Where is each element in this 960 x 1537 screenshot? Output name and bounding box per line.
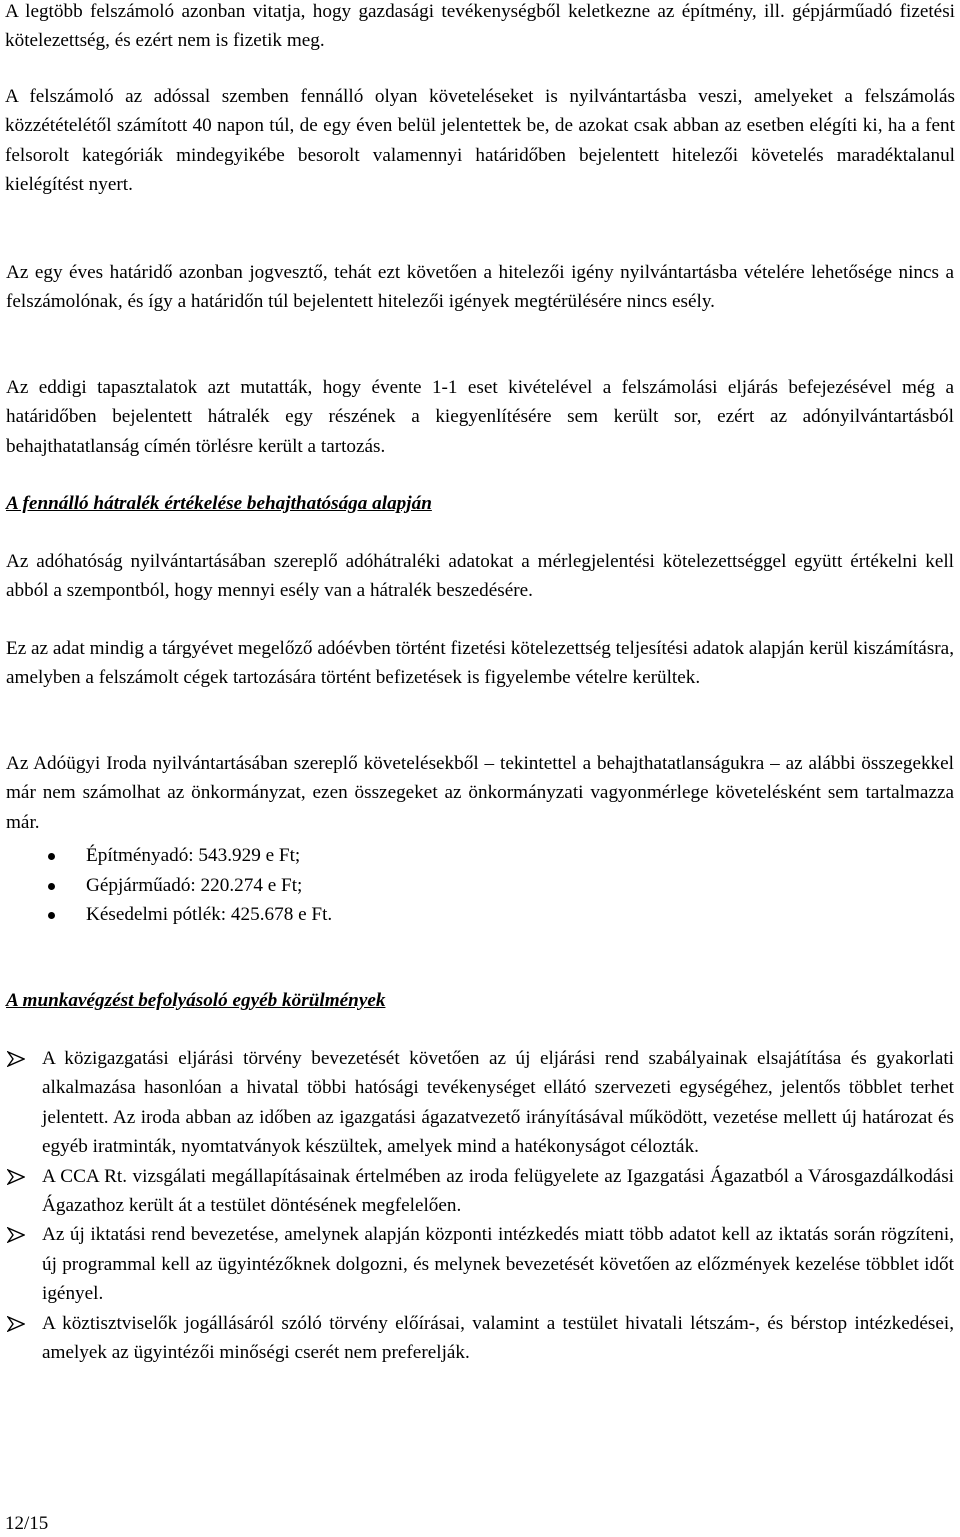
section-heading-arrears-evaluation: A fennálló hátralék értékelése behajthatósága alapján xyxy=(6,493,432,514)
list-item: Késedelmi pótlék: 425.678 e Ft. xyxy=(0,900,960,930)
bullet-icon xyxy=(48,853,55,860)
arrow-bullet-icon xyxy=(7,1169,25,1185)
bullet-icon xyxy=(48,912,55,919)
paragraph-data-calculation: Ez az adat mindig a tárgyévet megelőző adóévben történt fizetési kötelezettség teljesítési adatok alapján kerül kiszámításra, amelyben a felszámolt cégek tartozására történt befizetések is figyelembe vételre kerültek. xyxy=(6,638,954,689)
arrow-bullet-icon xyxy=(7,1227,25,1243)
paragraph-liquidator-disputes: A legtöbb felszámoló azonban vitatja, hogy gazdasági tevékenységből keletkezne az építmény, ill. gépjárműadó fizetési kötelezettség, és ezért nem is fizetik meg. xyxy=(5,1,955,52)
paragraph-late-claims: A felszámoló az adóssal szemben fennálló olyan követeléseket is nyilvántartásba veszi, amelyeket a felszámolás közzétételétől számított 40 napon túl, de egy éven belül jelentettek be, de azokat csak abban az esetben elégíti ki, ha a fent felsorolt kategóriák mindegyikébe besorolt valamennyi határidőben bejelentett hitelezői követelés maradéktalanul kielégítést nyert. xyxy=(5,86,955,195)
list-item: A CCA Rt. vizsgálati megállapításainak értelmében az iroda felügyelete az Igazgatási Ágazatból a Városgazdálkodási Ágazathoz került át a testület döntésének megfelelően. xyxy=(0,1162,954,1221)
circumstances-list xyxy=(0,1044,960,1367)
list-item: Építményadó: 543.929 e Ft; xyxy=(0,841,960,871)
list-item: A köztisztviselők jogállásáról szóló törvény előírásai, valamint a testület hivatali létszám-, és bérstop intézkedései, amelyek az ügyintézői minőségi cserét nem preferelják. xyxy=(0,1309,954,1368)
paragraph-tax-authority-records: Az adóhatóság nyilvántartásában szereplő adóhátraléki adatokat a mérlegjelentési kötelezettséggel együtt értékelni kell abból a szempontból, hogy mennyi esély van a hátralék beszedésére. xyxy=(6,551,954,602)
section-heading-work-circumstances: A munkavégzést befolyásoló egyéb körülmények xyxy=(6,990,386,1011)
list-item: A közigazgatási eljárási törvény bevezetését követően az új eljárási rend szabályainak elsajátítása és gyakorlati alkalmazása hasonlóan a hivatal többi hatósági tevékenységet ellátó szervezeti egységéhez, jelentős többlet terhet jelentett. Az iroda abban az időben az igazgatási ágazatvezető irányításával működött, vezetése mellett új határozat és egyéb iratminták, nyomtatványok készültek, amelyek mind a hatékonyságot célozták. xyxy=(0,1044,954,1162)
paragraph-experience: Az eddigi tapasztalatok azt mutatták, hogy évente 1-1 eset kivételével a felszámolási eljárás befejezésével még a határidőben bejelentett hátralék egy részének a kiegyenlítésére sem került sor, ezért az adónyilvántartásból behajthatatlanság címén törlésre került a tartozás. xyxy=(6,377,954,457)
list-item: Gépjárműadó: 220.274 e Ft; xyxy=(0,871,960,901)
paragraph-deadline: Az egy éves határidő azonban jogvesztő, tehát ezt követően a hitelezői igény nyilvántartásba vételére lehetősége nincs a felszámolónak, és így a határidőn túl bejelentett hitelezői igények megtérülésére nincs esély. xyxy=(6,262,954,313)
page-number: 12/15 xyxy=(5,1513,49,1534)
arrow-bullet-icon xyxy=(7,1316,25,1332)
written-off-amounts-list xyxy=(0,841,960,930)
list-item: Az új iktatási rend bevezetése, amelynek alapján központi intézkedés miatt több adatot kell az iktatás során rögzíteni, új programmal kell az ügyintézőknek dolgozni, és melynek bevezetését követően az előzmények kezelése többlet időt igényel. xyxy=(0,1220,954,1308)
paragraph-tax-office-claims: Az Adóügyi Iroda nyilvántartásában szereplő követelésekből – tekintettel a behajthatatlanságukra – az alábbi összegekkel már nem számolhat az önkormányzat, ezen összegeket az önkormányzati vagyonmérlege követelésként sem tartalmazza már. xyxy=(6,753,954,833)
bullet-icon xyxy=(48,883,55,890)
arrow-bullet-icon xyxy=(7,1051,25,1067)
